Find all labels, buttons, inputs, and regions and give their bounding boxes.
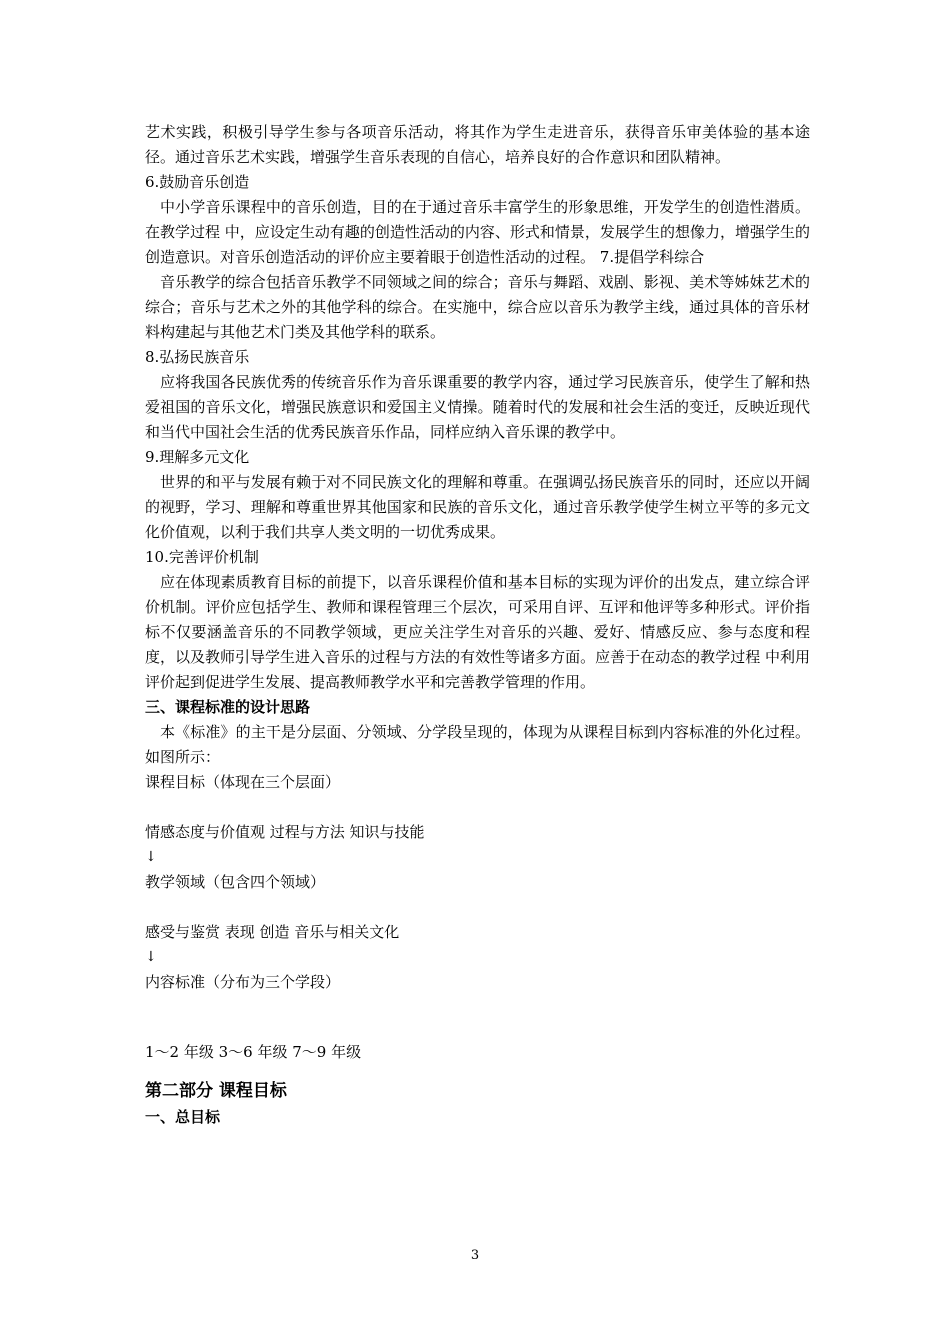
- structure-diagram: [145, 770, 810, 1065]
- down-arrow-icon: ↓: [145, 949, 157, 965]
- down-arrow-icon: ↓: [145, 849, 157, 865]
- diagram-goals-items: 情感态度与价值观 过程与方法 知识与技能: [145, 823, 425, 841]
- document-body: [145, 120, 810, 1130]
- heading-creation: 6.鼓励音乐创造: [145, 173, 250, 191]
- diagram-domains-title: 教学领域（包含四个领域）: [145, 873, 326, 891]
- diagram-domains-items: 感受与鉴赏 表现 创造 音乐与相关文化: [145, 923, 400, 941]
- paragraph-evaluation: 应在体现素质教育目标的前提下，以音乐课程价值和基本目标的实现为评价的出发点，建立综合评价机制。评价应包括学生、教师和课程管理三个层次，可采用自评、互评和他评等多种形式。评价指标不仅要涵盖音乐的不同教学领域，更应关注学生对音乐的兴趣、爱好、情感反应、参与态度和程度，以及教师引导学生进入音乐的过程与方法的有效性等诸多方面。应善于在动态的教学过程 中利用评价起到促进学生发展、提高教师教学水平和完善教学管理的作用。: [145, 573, 810, 691]
- part-two-title: 第二部分 课程目标: [145, 1081, 287, 1101]
- paragraph-multiculture: 世界的和平与发展有赖于对不同民族文化的理解和尊重。在强调弘扬民族音乐的同时，还应以开阔的视野，学习、理解和尊重世界其他国家和民族的音乐文化，通过音乐教学使学生树立平等的多元文化价值观，以利于我们共享人类文明的一切优秀成果。: [145, 473, 810, 541]
- heading-evaluation: 10.完善评价机制: [145, 548, 259, 566]
- diagram-goals-title: 课程目标（体现在三个层面）: [145, 773, 341, 791]
- heading-multiculture: 9.理解多元文化: [145, 448, 250, 466]
- heading-design-idea: 三、课程标准的设计思路: [145, 698, 311, 716]
- heading-national-music: 8.弘扬民族音乐: [145, 348, 250, 366]
- paragraph-practice: 艺术实践，积极引导学生参与各项音乐活动，将其作为学生走进音乐，获得音乐审美体验的基本途径。通过音乐艺术实践，增强学生音乐表现的自信心，培养良好的合作意识和团队精神。: [145, 123, 810, 166]
- paragraph-integration: 音乐教学的综合包括音乐教学不同领域之间的综合；音乐与舞蹈、戏剧、影视、美术等姊妹艺术的综合；音乐与艺术之外的其他学科的综合。在实施中，综合应以音乐为教学主线，通过具体的音乐材料构建起与其他艺术门类及其他学科的联系。: [145, 273, 810, 341]
- paragraph-national-music: 应将我国各民族优秀的传统音乐作为音乐课重要的教学内容，通过学习民族音乐，使学生了解和热爱祖国的音乐文化，增强民族意识和爱国主义情操。随着时代的发展和社会生活的变迁，反映近现代和当代中国社会生活的优秀民族音乐作品，同样应纳入音乐课的教学中。: [145, 373, 810, 441]
- heading-overall-goal: 一、总目标: [145, 1108, 221, 1126]
- diagram-content-title: 内容标准（分布为三个学段）: [145, 973, 341, 991]
- page-number: 3: [470, 1248, 480, 1263]
- diagram-grades: 1～2 年级 3～6 年级 7～9 年级: [145, 1043, 362, 1061]
- paragraph-creation: 中小学音乐课程中的音乐创造，目的在于通过音乐丰富学生的形象思维，开发学生的创造性潜质。在教学过程 中，应设定生动有趣的创造性活动的内容、形式和情景，发展学生的想像力，增强学生的创造意识。对音乐创造活动的评价应主要着眼于创造性活动的过程。 7.提倡学科综合: [145, 198, 810, 266]
- paragraph-design-idea: 本《标准》的主干是分层面、分领域、分学段呈现的，体现为从课程目标到内容标准的外化过程。如图所示：: [145, 723, 810, 766]
